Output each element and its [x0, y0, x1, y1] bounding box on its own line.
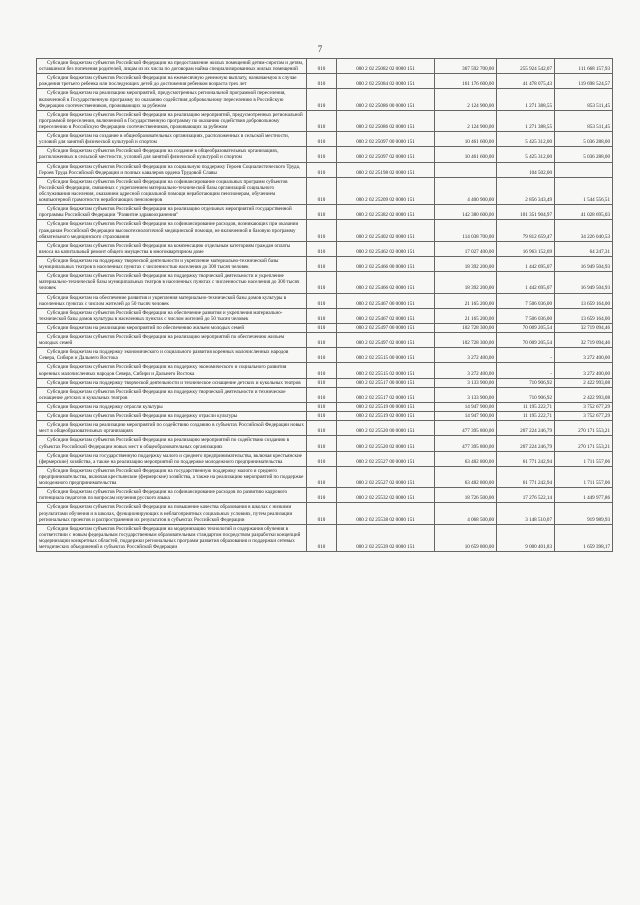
row-budget-code: 000 2 02 25538 02 0000 151 [337, 503, 435, 524]
row-admin-code: 010 [307, 162, 337, 177]
table-row [37, 256, 613, 271]
row-admin-code: 010 [307, 333, 337, 348]
row-executed-amount: 3 148 510,07 [497, 503, 555, 524]
row-executed-amount: - [497, 348, 555, 363]
table-row [37, 220, 613, 241]
row-executed-amount: 79 812 659,47 [497, 220, 555, 241]
row-admin-code: 010 [307, 89, 337, 110]
row-remainder-amount: 1 711 557,06 [555, 466, 613, 487]
table-row [37, 293, 613, 308]
page-number: 7 [317, 44, 323, 54]
row-admin-code: 010 [307, 147, 337, 162]
row-admin-code: 010 [307, 177, 337, 204]
row-executed-amount: 17 276 522,14 [497, 488, 555, 503]
row-executed-amount: 5 425 312,00 [497, 147, 555, 162]
table-row [37, 241, 613, 256]
row-approved-amount: 18 392 200,00 [435, 272, 497, 293]
row-remainder-amount: 3 752 677,29 [555, 412, 613, 421]
row-description-text: Субсидии бюджетам на создание в общеобразовательных организациях, расположенных в сельской местности, условий для занятий физической культурой и спортом [39, 133, 290, 146]
row-approved-amount: 4 068 500,00 [435, 503, 497, 524]
row-description-text: Субсидии бюджетам субъектов Российской Федерации на поддержку отрасли культуры [47, 413, 238, 420]
row-remainder-amount: 16 949 504,93 [555, 256, 613, 271]
table-row [37, 59, 613, 74]
row-description [37, 378, 307, 387]
row-budget-code: 000 2 02 25519 00 0000 151 [337, 403, 435, 412]
row-executed-amount: 1 442 695,07 [497, 272, 555, 293]
row-description-text: Субсидии бюджетам субъектов Российской Федерации на софинансирование расходов по развитию кадрового потенциала педагогов по вопросам изучения русского языка [39, 489, 288, 502]
row-description [37, 147, 307, 162]
row-description-text: Субсидии бюджетам субъектов Российской Федерации на создание в общеобразовательных организациях, расположенных в сельской местности, условий для занятий физической культурой и спортом [39, 148, 279, 161]
row-approved-amount: 10 461 600,00 [435, 147, 497, 162]
row-description [37, 387, 307, 402]
row-remainder-amount: 1 659 398,17 [555, 524, 613, 551]
row-budget-code: 000 2 02 25402 02 0000 151 [337, 220, 435, 241]
row-description [37, 323, 307, 332]
row-description [37, 524, 307, 551]
row-budget-code: 000 2 02 25532 02 0000 151 [337, 488, 435, 503]
row-executed-amount: 7 506 036,00 [497, 293, 555, 308]
row-executed-amount: 104 502,00 [497, 162, 555, 177]
row-admin-code: 010 [307, 524, 337, 551]
row-budget-code: 000 2 02 25527 00 0000 151 [337, 451, 435, 466]
row-admin-code: 010 [307, 323, 337, 332]
row-budget-code: 000 2 02 25497 00 0000 151 [337, 323, 435, 332]
row-remainder-amount: 32 719 094,46 [555, 323, 613, 332]
row-description-text: Субсидии бюджетам субъектов Российской Федерации на компенсацию отдельным категориям граждан оплаты взноса на капитальный ремонт общего имущества в многоквартирном доме [39, 242, 291, 255]
row-description [37, 488, 307, 503]
row-executed-amount: 16 963 152,69 [497, 241, 555, 256]
row-description-text: Субсидии бюджетам на реализацию мероприятий по содействию созданию в субъектах Российской Федерации новых мест в общеобразовательных организациях [39, 422, 304, 435]
row-description [37, 220, 307, 241]
row-admin-code: 010 [307, 387, 337, 402]
row-executed-amount: 5 425 312,00 [497, 132, 555, 147]
row-budget-code: 000 2 02 25527 02 0000 151 [337, 466, 435, 487]
row-description-text: Субсидии бюджетам субъектов Российской Федерации на софинансирование социальных программ субъектов Российской Федерации, связанных с укреплением материально-технической базы организаций социального обслуживания населения, оказанием адресной социальной помощи неработающим пенсионерам, обучением компьютерной грамотности неработающих пенсионеров [39, 178, 288, 204]
row-admin-code: 010 [307, 59, 337, 74]
row-admin-code: 010 [307, 403, 337, 412]
table-row [37, 333, 613, 348]
row-admin-code: 010 [307, 272, 337, 293]
row-budget-code: 000 2 02 25086 00 0000 151 [337, 89, 435, 110]
row-approved-amount: 3 272 400,00 [435, 348, 497, 363]
row-budget-code: 000 2 02 25519 02 0000 151 [337, 412, 435, 421]
row-description-text: Субсидии бюджетам субъектов Российской Федерации на социальную поддержку Героев Социалистического Труда, Героев Труда Российской Федерации и полных кавалеров ордена Трудовой Славы [39, 163, 301, 176]
row-executed-amount: 70 009 205,54 [497, 333, 555, 348]
row-description-text: Субсидии бюджетам субъектов Российской Федерации на поддержку творческой деятельности и техническое оснащение детских и кукольных театров [39, 388, 286, 401]
row-approved-amount: 2 124 900,00 [435, 89, 497, 110]
row-admin-code: 010 [307, 308, 337, 323]
table-row [37, 363, 613, 378]
row-description-text: Субсидии бюджетам субъектов Российской Федерации на поддержку творческой деятельности и укрепление материально-технической базы муниципальных театров в населенных пунктах с численностью населения до 300 тысяч человек [39, 273, 300, 292]
row-description [37, 466, 307, 487]
row-admin-code: 010 [307, 110, 337, 131]
row-description-text: Субсидии бюджетам субъектов Российской Федерации на софинансирование расходов, возникающих при оказании гражданам Российской Федерации высокотехнологичной медицинской помощи, не включенной в базовую программу обязательного медицинского страхования [39, 221, 299, 240]
row-admin-code: 010 [307, 378, 337, 387]
table-row [37, 272, 613, 293]
row-admin-code: 010 [307, 363, 337, 378]
table-row [37, 403, 613, 412]
row-budget-code: 000 2 02 25520 00 0000 151 [337, 421, 435, 436]
row-remainder-amount: 64 247,31 [555, 241, 613, 256]
row-approved-amount: 17 027 400,00 [435, 241, 497, 256]
row-approved-amount: 114 038 700,00 [435, 220, 497, 241]
row-description [37, 348, 307, 363]
row-approved-amount: 477 395 800,00 [435, 436, 497, 451]
row-admin-code: 010 [307, 74, 337, 89]
row-executed-amount: 61 771 242,94 [497, 451, 555, 466]
row-budget-code: 000 2 02 25382 02 0000 151 [337, 205, 435, 220]
row-description-text: Субсидии бюджетам субъектов Российской Федерации на реализацию мероприятий по содействию созданию в субъектах Российской Федерации новых мест в общеобразовательных организациях [39, 437, 290, 450]
row-budget-code: 000 2 02 25517 00 0000 151 [337, 378, 435, 387]
row-approved-amount: 3 133 900,00 [435, 378, 497, 387]
table-row [37, 488, 613, 503]
row-budget-code: 000 2 02 25467 02 0000 151 [337, 308, 435, 323]
table-row [37, 205, 613, 220]
row-description-text: Субсидии бюджетам на поддержку отрасли культуры [47, 404, 163, 411]
row-executed-amount: 61 771 242,94 [497, 466, 555, 487]
row-admin-code: 010 [307, 241, 337, 256]
row-description [37, 403, 307, 412]
row-executed-amount: 11 195 222,71 [497, 412, 555, 421]
row-executed-amount: 710 906,92 [497, 387, 555, 402]
row-executed-amount: 207 224 246,79 [497, 421, 555, 436]
row-description [37, 451, 307, 466]
row-approved-amount: 63 482 800,00 [435, 451, 497, 466]
row-description [37, 308, 307, 323]
row-description-text: Субсидии бюджетам субъектов Российской Федерации на поддержку экономического и социального развития коренных малочисленных народов Севера, Сибири и Дальнего Востока [39, 364, 287, 377]
table-row [37, 162, 613, 177]
row-approved-amount: 21 165 200,00 [435, 293, 497, 308]
row-approved-amount: 102 728 300,00 [435, 333, 497, 348]
row-approved-amount: 14 947 900,00 [435, 412, 497, 421]
budget-table-body [37, 59, 613, 552]
row-admin-code: 010 [307, 488, 337, 503]
row-remainder-amount: 111 668 157,93 [555, 59, 613, 74]
row-executed-amount: 255 924 542,07 [497, 59, 555, 74]
row-budget-code: 000 2 02 25462 02 0000 151 [337, 241, 435, 256]
row-description [37, 503, 307, 524]
row-description [37, 59, 307, 74]
row-executed-amount: 11 195 222,71 [497, 403, 555, 412]
row-remainder-amount: 1 449 977,86 [555, 488, 613, 503]
row-budget-code: 000 2 02 25097 02 0000 151 [337, 147, 435, 162]
row-description [37, 436, 307, 451]
row-executed-amount: 70 009 205,54 [497, 323, 555, 332]
row-admin-code: 010 [307, 220, 337, 241]
table-row [37, 132, 613, 147]
row-description [37, 74, 307, 89]
row-budget-code: 000 2 02 25520 02 0000 151 [337, 436, 435, 451]
row-executed-amount: 9 000 401,83 [497, 524, 555, 551]
row-budget-code: 000 2 02 25517 02 0000 151 [337, 387, 435, 402]
table-row [37, 348, 613, 363]
row-executed-amount: 1 271 388,55 [497, 110, 555, 131]
row-admin-code: 010 [307, 466, 337, 487]
row-admin-code: 010 [307, 132, 337, 147]
row-budget-code: 000 2 02 25466 02 0000 151 [337, 272, 435, 293]
row-remainder-amount: 32 719 094,46 [555, 333, 613, 348]
row-budget-code: 000 2 02 25467 00 0000 151 [337, 293, 435, 308]
row-remainder-amount: 3 272 400,00 [555, 363, 613, 378]
row-remainder-amount: 13 659 164,00 [555, 308, 613, 323]
row-budget-code: 000 2 02 25515 02 0000 151 [337, 363, 435, 378]
row-approved-amount: 367 592 700,00 [435, 59, 497, 74]
row-remainder-amount: 5 036 288,00 [555, 132, 613, 147]
row-remainder-amount: 3 272 400,00 [555, 348, 613, 363]
row-remainder-amount: 853 511,45 [555, 89, 613, 110]
row-description-text: Субсидии бюджетам субъектов Российской Федерации на реализацию мероприятий, предусмотренных региональной программой переселения, включенной в Государственную программу по оказанию содействия добровольному переселению в Российскую Федерацию соотечественников, проживающих за рубежом [39, 111, 303, 130]
row-remainder-amount: 34 226 040,53 [555, 220, 613, 241]
row-description [37, 205, 307, 220]
row-description-text: Субсидии бюджетам субъектов Российской Федерации на предоставление жилых помещений детям-сиротам и детям, оставшимся без попечения родителей, лицам из их числа по договорам найма специализированных жилых помещений [39, 60, 304, 73]
row-approved-amount: 2 124 900,00 [435, 110, 497, 131]
row-executed-amount: - [497, 363, 555, 378]
row-admin-code: 010 [307, 348, 337, 363]
row-description-text: Субсидии бюджетам субъектов Российской Федерации на реализацию мероприятий по обеспечению жильем молодых семей [39, 334, 285, 347]
row-admin-code: 010 [307, 421, 337, 436]
table-row [37, 177, 613, 204]
budget-table [36, 58, 613, 552]
row-description-text: Субсидии бюджетам субъектов Российской Федерации на ежемесячную денежную выплату, назначаемую в случае рождения третьего ребенка или последующих детей до достижения ребенком возраста трех лет [39, 75, 297, 88]
row-description-text: Субсидии бюджетам на поддержку экономического и социального развития коренных малочисленных народов Севера, Сибири и Дальнего Востока [39, 349, 289, 362]
row-description-text: Субсидии бюджетам субъектов Российской Федерации на реализацию отдельных мероприятий государственной программы Российской Федерации "Развитие здравоохранения" [39, 206, 292, 219]
row-remainder-amount: 270 171 553,21 [555, 421, 613, 436]
row-approved-amount: 3 272 400,00 [435, 363, 497, 378]
row-remainder-amount: 3 752 677,29 [555, 403, 613, 412]
row-approved-amount: 63 482 800,00 [435, 466, 497, 487]
row-description-text: Субсидии бюджетам субъектов Российской Федерации на государственную поддержку малого и среднего предпринимательства, включая крестьянские (фермерские) хозяйства, а также на реализацию мероприятий по поддержке молодежного предпринимательства [39, 467, 304, 487]
row-remainder-amount: 5 036 288,00 [555, 147, 613, 162]
row-budget-code: 000 2 02 25515 00 0000 151 [337, 348, 435, 363]
row-budget-code: 000 2 02 25084 02 0000 151 [337, 74, 435, 89]
table-row [37, 74, 613, 89]
table-row [37, 421, 613, 436]
row-remainder-amount: 119 698 524,57 [555, 74, 613, 89]
row-remainder-amount: 16 949 504,93 [555, 272, 613, 293]
row-remainder-amount [555, 162, 613, 177]
row-admin-code: 010 [307, 293, 337, 308]
table-row [37, 451, 613, 466]
row-approved-amount [435, 162, 497, 177]
row-description [37, 177, 307, 204]
row-description-text: Субсидии бюджетам субъектов Российской Федерации на обеспечение развития и укрепления материально-технической базы домов культуры в населенных пунктах с числом жителей до 50 тысяч человек [39, 309, 283, 322]
row-approved-amount: 18 392 200,00 [435, 256, 497, 271]
table-row [37, 412, 613, 421]
table-row [37, 308, 613, 323]
row-executed-amount: 207 224 246,79 [497, 436, 555, 451]
table-row [37, 524, 613, 551]
row-executed-amount: 41 478 075,43 [497, 74, 555, 89]
row-description-text: Субсидии бюджетам субъектов Российской Федерации на повышение качества образования в школах с низкими результатами обучения и в школах, функционирующих в неблагоприятных социальных условиях, путем реализации региональных проектов и распространения их результатов в субъектах Российской Федерации [39, 504, 293, 523]
row-description [37, 256, 307, 271]
row-admin-code: 010 [307, 205, 337, 220]
table-row [37, 147, 613, 162]
row-description [37, 421, 307, 436]
row-budget-code: 000 2 02 25466 00 0000 151 [337, 256, 435, 271]
row-budget-code: 000 2 02 25198 02 0000 151 [337, 162, 435, 177]
row-budget-code: 000 2 02 25497 02 0000 151 [337, 333, 435, 348]
row-admin-code: 010 [307, 436, 337, 451]
row-description [37, 241, 307, 256]
row-remainder-amount: 2 422 993,08 [555, 378, 613, 387]
row-remainder-amount: 41 028 695,03 [555, 205, 613, 220]
row-approved-amount: 161 176 600,00 [435, 74, 497, 89]
row-executed-amount: 710 906,92 [497, 378, 555, 387]
row-description [37, 363, 307, 378]
row-executed-amount: 2 856 343,49 [497, 177, 555, 204]
row-description [37, 333, 307, 348]
row-executed-amount: 7 506 036,00 [497, 308, 555, 323]
row-approved-amount: 10 659 800,00 [435, 524, 497, 551]
row-description [37, 162, 307, 177]
table-row [37, 89, 613, 110]
row-description-text: Субсидии бюджетам на реализацию мероприятий по обеспечению жильем молодых семей [47, 324, 245, 331]
row-approved-amount: 4 400 900,00 [435, 177, 497, 204]
table-row [37, 503, 613, 524]
row-remainder-amount: 1 711 557,06 [555, 451, 613, 466]
table-row [37, 436, 613, 451]
row-executed-amount: 1 442 695,07 [497, 256, 555, 271]
row-description [37, 293, 307, 308]
row-description-text: Субсидии бюджетам на поддержку творческой деятельности и укрепление материально-технической базы муниципальных театров в населенных пунктах с численностью населения до 300 тысяч человек [39, 257, 279, 271]
row-budget-code: 000 2 02 25082 02 0000 151 [337, 59, 435, 74]
row-approved-amount: 18 726 500,00 [435, 488, 497, 503]
table-row [37, 323, 613, 332]
row-description-text: Субсидии бюджетам на поддержку творческой деятельности и техническое оснащение детских и кукольных театров [47, 379, 301, 386]
row-remainder-amount: 2 422 993,08 [555, 387, 613, 402]
row-remainder-amount: 853 511,45 [555, 110, 613, 131]
row-description-text: Субсидии бюджетам субъектов Российской Федерации на модернизацию технологий и содержания обучения в соответствии с новым федеральным государственным образовательным стандартом посредством разработки концепций модернизации конкретных областей, поддержки региональных программ развития образования и поддержки сетевых методических объединений в субъектах Российской Федерации [39, 525, 301, 551]
row-approved-amount: 477 395 800,00 [435, 421, 497, 436]
row-budget-code: 000 2 02 25209 02 0000 151 [337, 177, 435, 204]
row-approved-amount: 142 380 600,00 [435, 205, 497, 220]
row-description-text: Субсидии бюджетам на реализацию мероприятий, предусмотренных региональной программой переселения, включенной в Государственную программу по оказанию содействия добровольному переселению в Российскую Федерацию соотечественников, проживающих за рубежом [39, 90, 286, 109]
row-budget-code: 000 2 02 25539 02 0000 151 [337, 524, 435, 551]
row-budget-code: 000 2 02 25097 00 0000 151 [337, 132, 435, 147]
row-remainder-amount: 270 171 553,21 [555, 436, 613, 451]
row-admin-code: 010 [307, 503, 337, 524]
row-description [37, 412, 307, 421]
row-description-text: Субсидии бюджетам на государственную поддержку малого и среднего предпринимательства, включая крестьянские (фермерские) хозяйства, а также на реализацию мероприятий по поддержке молодежного предпринимательства [39, 452, 302, 465]
table-row [37, 466, 613, 487]
row-admin-code: 010 [307, 451, 337, 466]
row-approved-amount: 14 947 900,00 [435, 403, 497, 412]
row-remainder-amount: 1 544 556,51 [555, 177, 613, 204]
row-description [37, 132, 307, 147]
row-admin-code: 010 [307, 412, 337, 421]
table-row [37, 387, 613, 402]
row-remainder-amount: 13 659 164,00 [555, 293, 613, 308]
row-admin-code: 010 [307, 256, 337, 271]
row-remainder-amount: 919 989,93 [555, 503, 613, 524]
row-description [37, 89, 307, 110]
row-description-text: Субсидии бюджетам на обеспечение развития и укрепления материально-технической базы домов культуры в населенных пунктах с числом жителей до 50 тысяч человек [39, 294, 287, 307]
row-approved-amount: 3 133 900,00 [435, 387, 497, 402]
row-executed-amount: 101 351 904,97 [497, 205, 555, 220]
row-description [37, 110, 307, 131]
table-row [37, 110, 613, 131]
row-approved-amount: 10 461 600,00 [435, 132, 497, 147]
table-row [37, 378, 613, 387]
row-budget-code: 000 2 02 25086 02 0000 151 [337, 110, 435, 131]
row-description [37, 272, 307, 293]
row-approved-amount: 21 165 200,00 [435, 308, 497, 323]
row-executed-amount: 1 271 388,55 [497, 89, 555, 110]
row-approved-amount: 102 728 300,00 [435, 323, 497, 332]
